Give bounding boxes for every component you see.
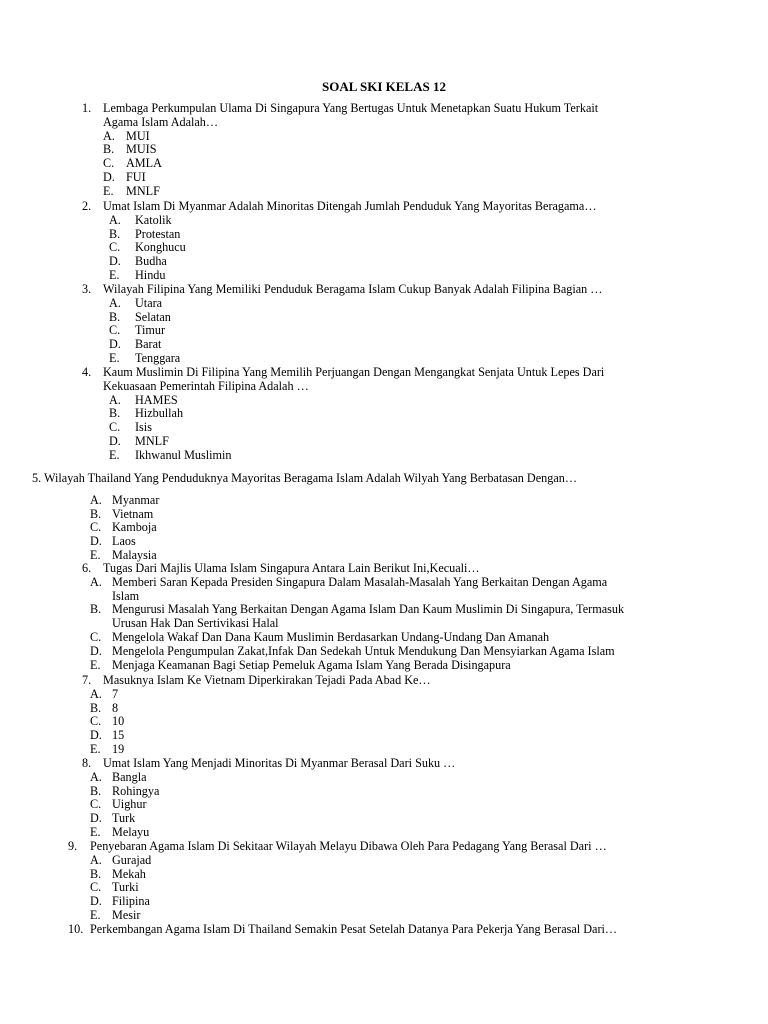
answer-option [0,909,768,923]
answer-option [0,881,768,895]
option-text: 8 [112,700,119,715]
answer-option [0,688,768,702]
question-number: 2. [82,199,92,213]
option-text: Hindu [135,267,166,282]
option-letter: D. [90,643,102,658]
option-letter: A. [103,128,115,143]
answer-option [0,826,768,840]
option-text: Filipina [112,894,150,909]
answer-option [0,645,768,659]
option-text: Vietnam [112,506,154,521]
answer-option [0,449,768,463]
answer-option [0,228,768,242]
answer-option [0,702,768,716]
option-text: Mengelola Wakaf Dan Dana Kaum Muslimin Berdasarkan Undang-Undang Dan Amanah [112,629,550,644]
option-letter: E. [109,267,120,282]
question-text: Masuknya Islam Ke Vietnam Diperkirakan Tejadi Pada Abad Ke… [103,673,431,687]
option-letter: B. [103,142,115,157]
option-letter: C. [90,714,102,729]
option-text: Urusan Hak Dan Sertivikasi Halal [112,616,279,631]
option-text: Isis [135,420,152,435]
answer-option [0,171,768,185]
answer-option [0,576,768,590]
question-line [0,366,768,380]
question-text: Kaum Muslimin Di Filipina Yang Memilih Perjuangan Dengan Mengangkat Senjata Untuk Lepes Dari [103,365,605,379]
answer-option [0,255,768,269]
option-text: 19 [112,741,125,756]
option-text: 7 [112,686,119,701]
question-block [0,562,768,672]
option-letter: E. [90,547,101,562]
question-number: 7. [82,673,92,687]
option-letter: E. [103,183,114,198]
option-text: Laos [112,534,136,549]
option-text: Tenggara [135,350,181,365]
option-text: Mesir [112,907,141,922]
answer-option [0,868,768,882]
option-text: MNLF [135,433,169,448]
question-text: Umat Islam Yang Menjadi Minoritas Di Myanmar Berasal Dari Suku … [103,756,456,770]
answer-option [0,269,768,283]
answer-option [0,535,768,549]
option-text: Selatan [135,309,171,324]
answer-option [0,185,768,199]
option-text: Malaysia [112,547,157,562]
answer-option-continuation [0,590,768,604]
option-letter: C. [90,629,102,644]
question-text: Kekuasaan Pemerintah Filipina Adalah … [103,378,309,393]
option-text: Ikhwanul Muslimin [135,447,232,462]
option-letter: C. [109,240,121,255]
answer-option [0,421,768,435]
answer-option [0,603,768,617]
option-letter: D. [90,534,102,549]
option-text: MNLF [126,183,160,198]
option-letter: D. [109,337,121,352]
question-number: 9. [68,839,78,853]
option-text: Mekah [112,866,146,881]
question-block [0,283,768,366]
option-letter: D. [109,433,121,448]
question-continuation [0,116,768,130]
option-letter: E. [90,907,101,922]
question-number: 3. [82,282,92,296]
option-letter: C. [90,797,102,812]
answer-option [0,407,768,421]
option-text: Hizbullah [135,406,184,421]
option-letter: B. [109,226,121,241]
question-text: Penyebaran Agama Islam Di Sekitaar Wilayah Melayu Dibawa Oleh Para Pedagang Yang Berasal Dari … [90,839,607,853]
answer-option [0,338,768,352]
answer-option [0,352,768,366]
option-letter: A. [90,769,102,784]
option-letter: A. [90,686,102,701]
question-block [0,840,768,923]
answer-option [0,715,768,729]
option-letter: D. [103,169,115,184]
option-letter: A. [109,212,121,227]
option-letter: A. [90,852,102,867]
option-letter: B. [90,700,102,715]
question-block [0,472,768,563]
question-line [0,200,768,214]
option-text: MUIS [126,142,157,157]
question-block [0,200,768,283]
answer-option [0,297,768,311]
answer-option [0,494,768,508]
option-letter: E. [90,741,101,756]
question-number: 4. [82,365,92,379]
option-text: HAMES [135,392,178,407]
answer-option [0,508,768,522]
answer-option [0,143,768,157]
option-text: Turk [112,811,136,826]
question-line [0,923,768,937]
option-letter: C. [90,520,102,535]
question-continuation [0,380,768,394]
question-number: 5. [32,471,42,485]
question-text: Wilayah Thailand Yang Penduduknya Mayoritas Beragama Islam Adalah Wilyah Yang Berbatasan Dengan… [44,471,578,485]
answer-option [0,214,768,228]
option-letter: D. [90,811,102,826]
option-letter: A. [90,492,102,507]
option-text: Uighur [112,797,147,812]
option-text: MUI [126,128,150,143]
page-title: SOAL SKI KELAS 12 [322,79,446,94]
question-number: 1. [82,101,92,115]
option-letter: D. [90,728,102,743]
answer-option [0,743,768,757]
option-text: Kamboja [112,520,157,535]
option-text: Bangla [112,769,147,784]
option-letter: B. [109,309,121,324]
question-line [0,562,768,576]
option-letter: E. [109,350,120,365]
answer-option [0,771,768,785]
question-number: 6. [82,561,92,575]
option-text: Rohingya [112,783,160,798]
question-block [0,102,768,199]
option-letter: B. [90,602,102,617]
option-letter: C. [109,323,121,338]
question-line [0,283,768,297]
option-text: Melayu [112,824,150,839]
answer-option [0,130,768,144]
option-text: Timur [135,323,166,338]
answer-option [0,895,768,909]
question-number: 10. [68,922,84,936]
question-text: Perkembangan Agama Islam Di Thailand Semakin Pesat Setelah Datanya Para Pekerja Yang Berasal Dari… [90,922,618,936]
answer-option [0,729,768,743]
option-letter: B. [109,406,121,421]
option-letter: E. [109,447,120,462]
option-text: Gurajad [112,852,152,867]
option-letter: D. [109,254,121,269]
option-text: AMLA [126,156,162,171]
answer-option [0,521,768,535]
option-letter: A. [109,392,121,407]
answer-option-continuation [0,617,768,631]
question-line [0,840,768,854]
option-text: Mengelola Pengumpulan Zakat,Infak Dan Sedekah Untuk Mendukung Dan Mensyiarkan Agama Islam [112,643,615,658]
question-line [0,102,768,116]
option-text: Barat [135,337,162,352]
option-letter: A. [109,295,121,310]
question-line [0,757,768,771]
question-block [0,757,768,840]
answer-option [0,785,768,799]
question-block [0,674,768,757]
answer-option [0,241,768,255]
option-text: FUI [126,169,146,184]
option-text: Protestan [135,226,181,241]
answer-option [0,394,768,408]
question-line [0,674,768,688]
question-text: Tugas Dari Majlis Ulama Islam Singapura Antara Lain Berikut Ini,Kecuali… [103,561,480,575]
answer-option [0,631,768,645]
question-line [0,472,768,486]
option-letter: A. [90,574,102,589]
option-text: Katolik [135,212,172,227]
option-text: Memberi Saran Kepada Presiden Singapura Dalam Masalah-Masalah Yang Berkaitan Dengan Agama [112,574,608,589]
question-block [0,923,768,937]
option-text: 15 [112,728,125,743]
question-text: Agama Islam Adalah… [103,114,219,129]
question-text: Lembaga Perkumpulan Ulama Di Singapura Yang Bertugas Untuk Menetapkan Suatu Hukum Terkait [103,101,599,115]
option-letter: B. [90,783,102,798]
answer-option [0,812,768,826]
answer-option [0,854,768,868]
option-text: Konghucu [135,240,186,255]
option-letter: C. [90,880,102,895]
option-text: Islam [112,588,140,603]
option-letter: C. [109,420,121,435]
option-text: 10 [112,714,125,729]
option-text: Mengurusi Masalah Yang Berkaitan Dengan Agama Islam Dan Kaum Muslimin Di Singapura, Termasuk [112,602,625,617]
option-text: Myanmar [112,492,160,507]
option-text: Budha [135,254,167,269]
option-letter: E. [90,657,101,672]
answer-option [0,659,768,673]
answer-option [0,435,768,449]
question-text: Wilayah Filipina Yang Memiliki Penduduk Beragama Islam Cukup Banyak Adalah Filipina Bagian … [103,282,603,296]
option-letter: E. [90,824,101,839]
question-block [0,366,768,463]
option-text: Menjaga Keamanan Bagi Setiap Pemeluk Agama Islam Yang Berada Disingapura [112,657,511,672]
answer-option [0,157,768,171]
option-letter: D. [90,894,102,909]
option-letter: C. [103,156,115,171]
answer-option [0,324,768,338]
option-text: Utara [135,295,163,310]
answer-option [0,798,768,812]
question-number: 8. [82,756,92,770]
option-text: Turki [112,880,139,895]
question-text: Umat Islam Di Myanmar Adalah Minoritas Ditengah Jumlah Penduduk Yang Mayoritas Beragama… [103,199,597,213]
answer-option [0,311,768,325]
option-letter: B. [90,506,102,521]
option-letter: B. [90,866,102,881]
